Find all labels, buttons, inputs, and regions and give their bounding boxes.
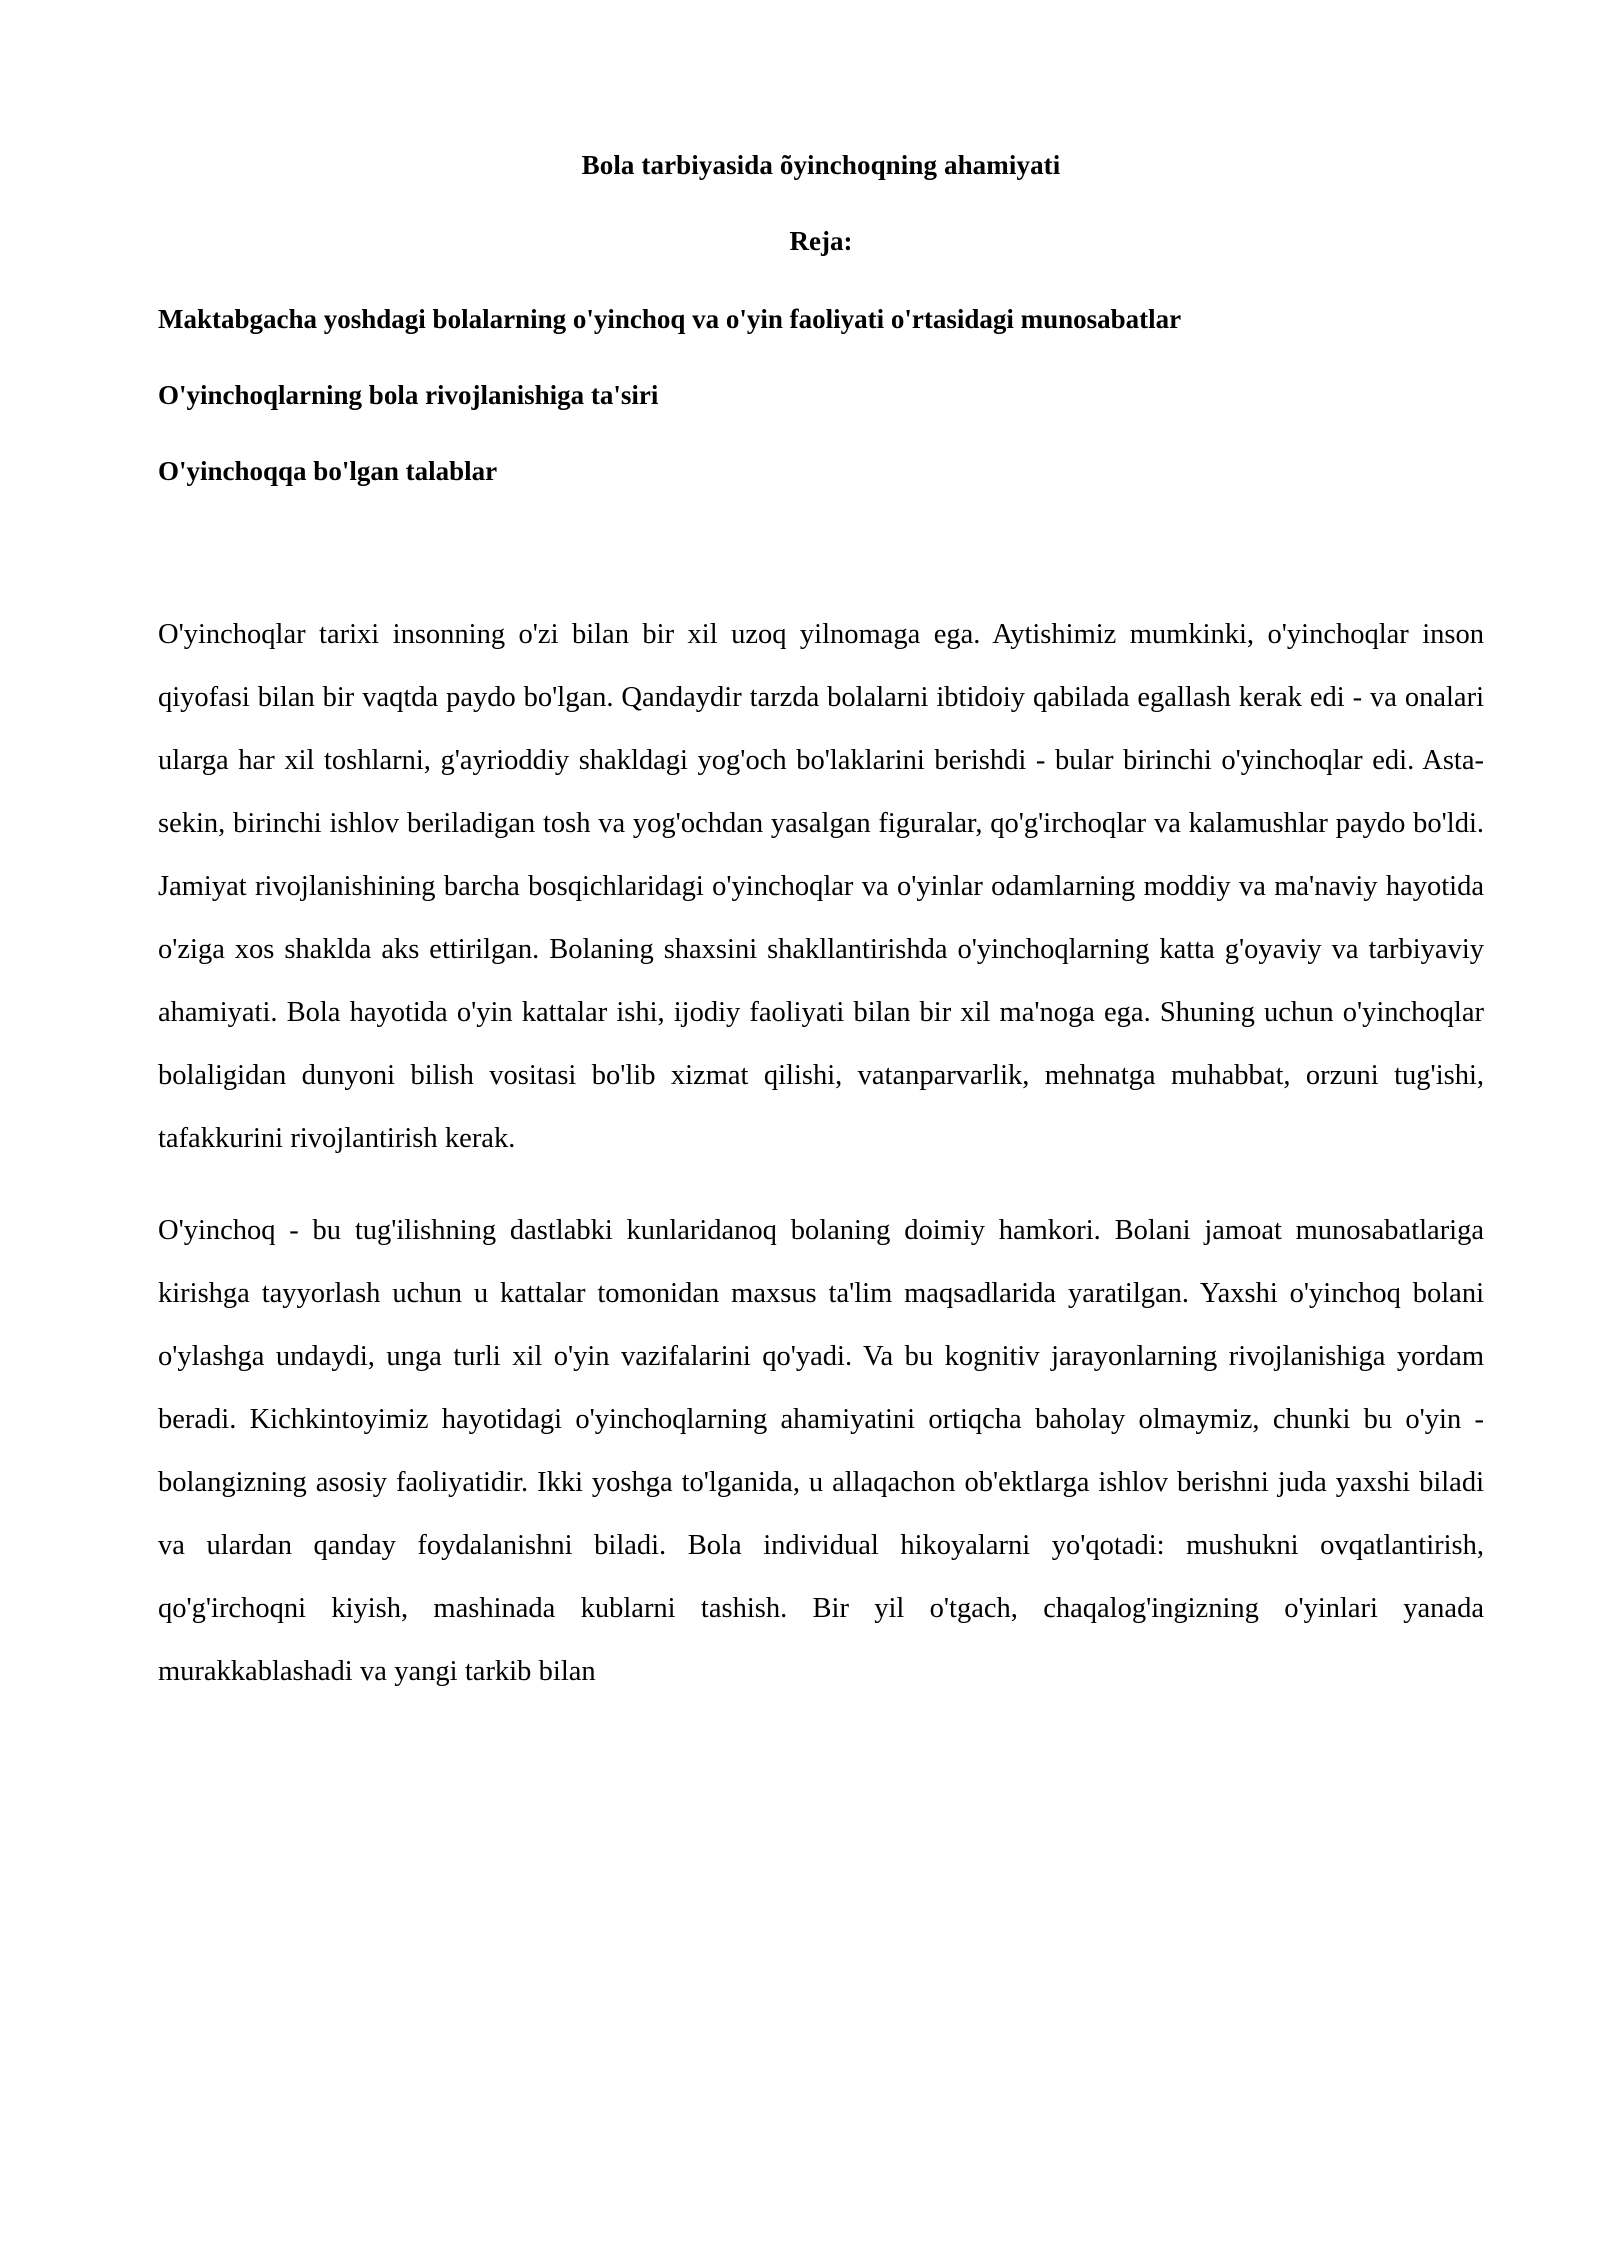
- document-content: [158, 0, 1484, 1703]
- body-text: [158, 485, 1484, 1703]
- paragraph-2: O'yinchoq - bu tug'ilishning dastlabki kunlaridanoq bolaning doimiy hamkori. Bolani jamoat munosabatlariga kirishga tayyorlash uchun u kattalar tomonidan maxsus ta'lim maqsadlarida yaratilgan. Yaxshi o'yinchoq bolani o'ylashga undaydi, unga turli xil o'yin vazifalarini qo'yadi. Va bu kognitiv jarayonlarning rivojlanishiga yordam beradi. Kichkintoyimiz hayotidagi o'yinchoqlarning ahamiyatini ortiqcha baholay olmaymiz, chunki bu o'yin - bolangizning asosiy faoliyatidir. Ikki yoshga to'lganida, u allaqachon ob'ektlarga ishlov berishni juda yaxshi biladi va ulardan qanday foydalanishni biladi. Bola individual hikoyalarni yo'qotadi: mushukni ovqatlantirish, qo'g'irchoqni kiyish, mashinada kublarni tashish. Bir yil o'tgach, chaqalog'ingizning o'yinlari yanada murakkablashadi va yangi tarkib bilan: [158, 1215, 1484, 1687]
- page-title: Bola tarbiyasida õyinchoqning ahamiyati: [581, 150, 1061, 180]
- plan-item-3: O'yinchoqqa bo'lgan talablar: [158, 456, 498, 486]
- plan-item-1: Maktabgacha yoshdagi bolalarning o'yinchoq va o'yin faoliyati o'rtasidagi munosabatlar: [158, 304, 1182, 334]
- plan-list: [158, 255, 1484, 485]
- plan-item-2: O'yinchoqlarning bola rivojlanishiga ta'siri: [158, 380, 659, 410]
- paragraph-1: O'yinchoqlar tarixi insonning o'zi bilan bir xil uzoq yilnomaga ega. Aytishimiz mumkinki, o'yinchoqlar inson qiyofasi bilan bir vaqtda paydo bo'lgan. Qandaydir tarzda bolalarni ibtidoiy qabilada egallash kerak edi - va onalari ularga har xil toshlarni, g'ayrioddiy shakldagi yog'och bo'laklarini berishdi - bular birinchi o'yinchoqlar edi. Asta-sekin, birinchi ishlov beriladigan tosh va yog'ochdan yasalgan figuralar, qo'g'irchoqlar va kalamushlar paydo bo'ldi. Jamiyat rivojlanishining barcha bosqichlaridagi o'yinchoqlar va o'yinlar odamlarning moddiy va ma'naviy hayotida o'ziga xos shaklda aks ettirilgan. Bolaning shaxsini shakllantirishda o'yinchoqlarning katta g'oyaviy va tarbiyaviy ahamiyati. Bola hayotida o'yin kattalar ishi, ijodiy faoliyati bilan bir xil ma'noga ega. Shuning uchun o'yinchoqlar bolaligidan dunyoni bilish vositasi bo'lib xizmat qilishi, vatanparvarlik, mehnatga muhabbat, orzuni tug'ishi, tafakkurini rivojlantirish kerak.: [158, 619, 1484, 1154]
- plan-heading: Reja:: [789, 226, 853, 256]
